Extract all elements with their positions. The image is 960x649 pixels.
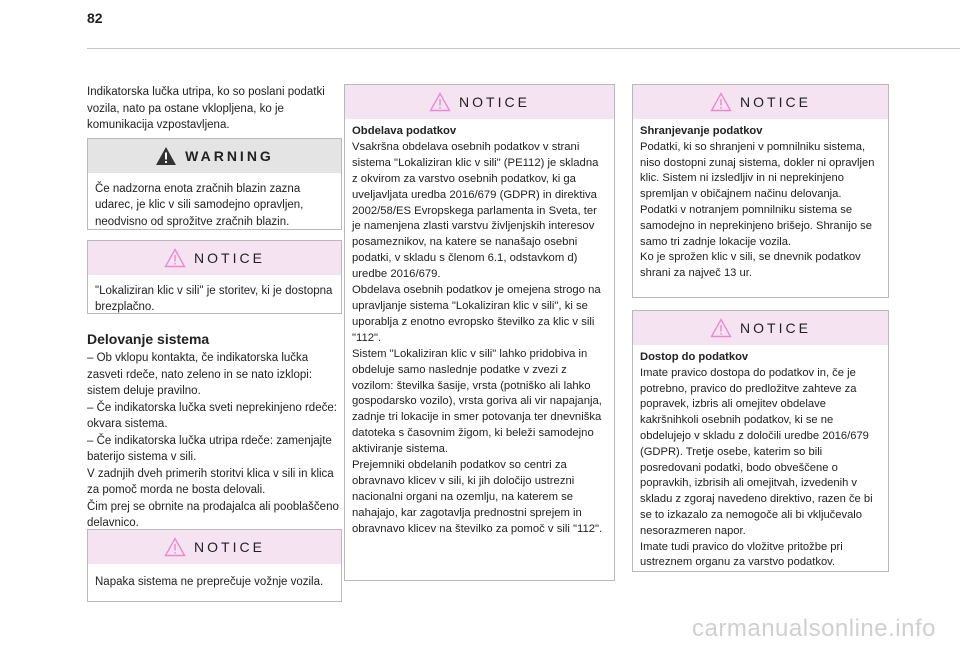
warning-triangle-icon xyxy=(710,318,732,338)
notice-box-free-service xyxy=(87,240,342,314)
notice-paragraph: Sistem "Lokaliziran klic v sili" lahko pridobiva in obdeluje samo naslednje podatke v zvezi z vozilom: številka šasije, vrsta (potniško ali lahko gospodarsko vozilo), vrsta goriva ali vir napajanja, zadnje tri lokacije in smer potovanja ter dnevniška datoteka s časovnim žigom, ki beleži samodejno aktiviranje sistema. xyxy=(352,347,602,456)
header-divider xyxy=(87,48,960,49)
notice-box-data-processing xyxy=(344,84,615,581)
notice-box-system-fault xyxy=(87,529,342,602)
notice-header xyxy=(633,311,888,345)
notice-paragraph: Imate pravico dostopa do podatkov in, če je potrebno, pravico do predložitve zahteve za popravek, izbris ali omejitev obdelave kakršnihkoli osebnih podatkov, ki se ne obdelujejo v skladu z določili uredbe 2016/679 (GDPR). Tretje osebe, katerim so bili posredovani podatki, bodo obveščene o popravkih, izbrisih ali omejitvah, izvedenih v skladu z zgoraj navedeno direktivo, razen če bi se to izkazalo za nemogoče ali bi vključevalo nesorazmeren napor. xyxy=(640,366,873,537)
notice-paragraph: Podatki, ki so shranjeni v pomnilniku sistema, niso dostopni zunaj sistema, dokler ni opravljen klic. Sistem ni izsledljiv in ni neprekinjeno spremljan v običajnem načinu delovanja. xyxy=(640,140,875,201)
notice-title: Obdelava podatkov xyxy=(352,125,457,137)
section-line: – Ob vklopu kontakta, če indikatorska lučka zasveti rdeče, nato zeleno in se nato izklopi: sistem deluje pravilno. xyxy=(87,352,313,397)
section-line: – Če indikatorska lučka sveti neprekinjeno rdeče: okvara sistema. xyxy=(87,401,337,430)
warning-triangle-icon xyxy=(164,537,186,557)
notice-box-data-storage xyxy=(632,84,889,298)
section-line: Čim prej se obrnite na prodajalca ali pooblaščeno delavnico. xyxy=(87,500,339,529)
notice-paragraph: Imate tudi pravico do vložitve pritožbe pri ustreznem organu za varstvo podatkov. xyxy=(640,540,843,569)
notice-label: NOTICE xyxy=(194,250,265,266)
intro-paragraph: Indikatorska lučka utripa, ko so poslani podatki vozila, nato pa ostane vklopljena, ko je komunikacija vzpostavljena. xyxy=(87,86,325,131)
notice-label: NOTICE xyxy=(459,94,530,110)
warning-label: WARNING xyxy=(185,148,274,164)
warning-header xyxy=(88,139,341,173)
notice-title: Shranjevanje podatkov xyxy=(640,125,763,137)
notice-paragraph: Obdelava osebnih podatkov je omejena strogo na upravljanje sistema "Lokaliziran klic v sili", ki se uporablja z enotno evropsko številko za klic v sili "112". xyxy=(352,284,601,344)
notice-header xyxy=(633,85,888,119)
notice-body xyxy=(633,119,888,290)
notice-box-data-access xyxy=(632,310,889,572)
section-line: V zadnjih dveh primerih storitvi klica v sili in klica za pomoč morda ne bosta delovali. xyxy=(87,467,334,496)
notice-paragraph: Ko je sprožen klic v sili, se dnevnik podatkov shrani za največ 13 ur. xyxy=(640,251,861,280)
notice-title: Dostop do podatkov xyxy=(640,351,749,363)
notice-body xyxy=(633,345,888,579)
notice-header xyxy=(88,530,341,564)
warning-triangle-icon xyxy=(429,92,451,112)
warning-triangle-icon xyxy=(164,248,186,268)
warning-triangle-icon xyxy=(710,92,732,112)
section-line: – Če indikatorska lučka utripa rdeče: zamenjajte baterijo sistema v sili. xyxy=(87,434,332,463)
notice-header xyxy=(345,85,614,119)
notice-label: NOTICE xyxy=(194,539,265,555)
page-number: 82 xyxy=(87,10,103,26)
filled-warning-triangle-icon xyxy=(155,146,177,166)
section-body xyxy=(87,350,342,532)
notice-paragraph: Vsakršna obdelava osebnih podatkov v strani sistema "Lokaliziran klic v sili" (PE112) je skladna z okvirom za varstvo osebnih podatkov, ki ga uveljavljata uredba 2016/679 (GDPR) in direktiva 2002/58/ES Evropskega parlamenta in Sveta, ter je namenjena zlasti varstvu življenjskih interesov posameznikov, na katere se nanašajo osebni podatki, v skladu s členom 6.1, odstavkom d) uredbe 2016/679. xyxy=(352,140,599,281)
section-title: Delovanje sistema xyxy=(87,331,210,347)
notice-label: NOTICE xyxy=(740,320,811,336)
notice-paragraph: Prejemniki obdelanih podatkov so centri za obravnavo klicev v sili, ki jih določijo ustrezni nacionalni organi na ozemlju, na katerem se nahajajo, kar zagotavlja prednostni sprejem in obravnavo klicev na številko za pomoč v sili "112". xyxy=(352,459,603,535)
warning-box xyxy=(87,138,342,230)
warning-text: Če nadzorna enota zračnih blazin zazna udarec, je klic v sili samodejno opravljen, neodvisno od sprožitve zračnih blazin. xyxy=(95,183,304,228)
notice-paragraph: Podatki v notranjem pomnilniku sistema se samodejno in neprekinjeno brišejo. Shranijo se samo tri zadnje lokacije vozila. xyxy=(640,203,872,248)
notice-label: NOTICE xyxy=(740,94,811,110)
notice-text: "Lokaliziran klic v sili" je storitev, ki je dostopna brezplačno. xyxy=(95,285,333,314)
notice-body xyxy=(345,119,614,546)
notice-text: Napaka sistema ne preprečuje vožnje vozila. xyxy=(95,576,324,588)
watermark: carmanualsonline.info xyxy=(692,615,936,642)
notice-header xyxy=(88,241,341,275)
